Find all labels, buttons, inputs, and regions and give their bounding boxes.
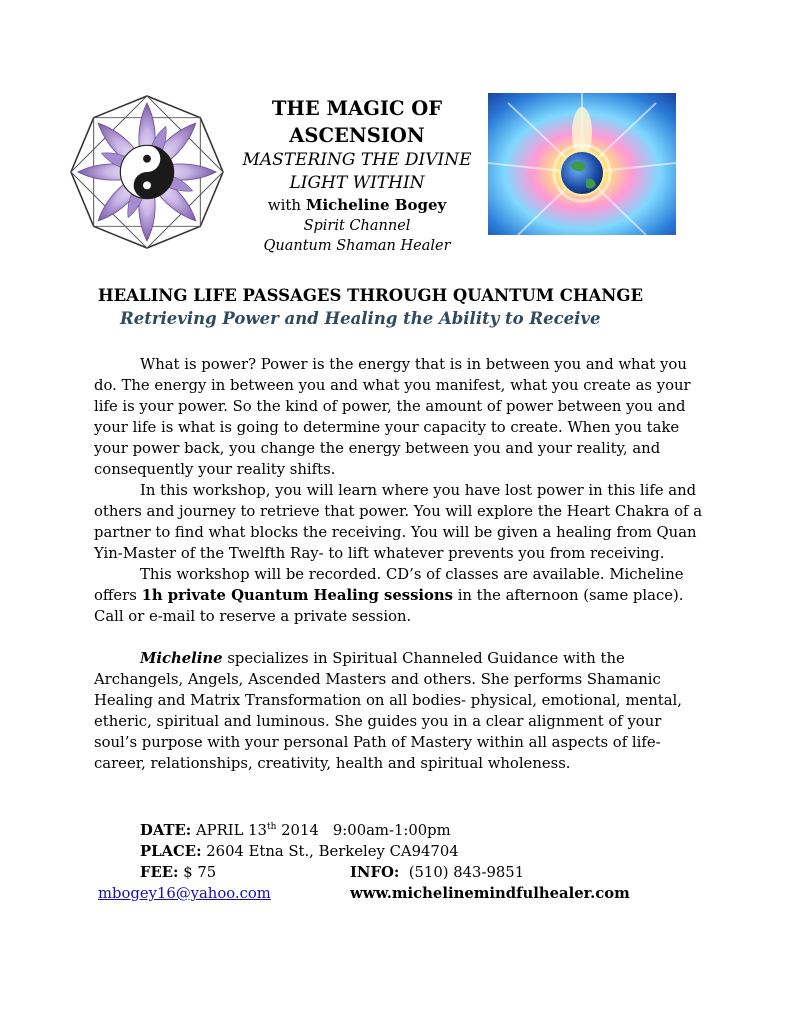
presenter-line	[226, 195, 488, 216]
sub-heading: Retrieving Power and Healing the Ability to Receive	[120, 309, 601, 328]
header-block	[226, 95, 488, 256]
event-details	[140, 820, 525, 883]
paragraph-workshop: In this workshop, you will learn where you have lost power in this life and others and journey to retrieve that power. You will explore the Heart Chakra of a partner to find what blocks the receiving. You will be given a healing from Quan Yin-Master of the Twelfth Ray- to lift whatever prevents you from receiving.	[94, 482, 703, 562]
date-suffix: th	[266, 822, 277, 833]
cosmic-earth-image	[488, 93, 676, 235]
date-time: 2014 9:00am-1:00pm	[276, 822, 451, 839]
bio-text: specializes in Spiritual Channeled Guidance with the Archangels, Angels, Ascended Masters and others. She performs Shamanic Healing and Matrix Transformation on all bodies- physical, emotional, mental, etheric, spiritual and luminous. She guides you in a clear alignment of your soul’s purpose with your personal Path of Mastery within all aspects of life- career, relationships, creativity, health and spiritual wholeness.	[94, 650, 682, 772]
paragraph-recording	[94, 564, 709, 627]
private-sessions-text: 1h private Quantum Healing sessions	[141, 587, 453, 604]
paragraph-bio	[94, 648, 709, 774]
with-label: with	[267, 196, 302, 214]
paragraph-power: What is power? Power is the energy that is in between you and what you do. The energy in between you and what you manifest, what you create as your life is your power. So the kind of power, the amount of power between you and your life is what is going to determine your capacity to create. When you take your power back, you change the energy between you and your reality, and consequently your reality shifts.	[94, 356, 691, 478]
title-line-2: ASCENSION	[289, 124, 425, 147]
info-group	[350, 862, 524, 883]
date-row	[140, 820, 459, 841]
subtitle-line-2: LIGHT WITHIN	[289, 173, 425, 193]
date-value: APRIL 13	[195, 822, 267, 839]
role-line-2: Quantum Shaman Healer	[263, 238, 451, 254]
role-line-1: Spirit Channel	[303, 218, 411, 234]
place-row	[140, 841, 459, 862]
main-heading: HEALING LIFE PASSAGES THROUGH QUANTUM CHANGE	[98, 286, 644, 305]
fee-value: $ 75	[178, 864, 217, 881]
title-line-1: THE MAGIC OF	[271, 97, 443, 120]
website-text: www.michelinemindfulhealer.com	[350, 885, 630, 902]
fee-label: FEE:	[140, 864, 179, 881]
recording-text-b: in the afternoon (same place). Call or e-mail to reserve a private session.	[94, 587, 684, 625]
place-value: 2604 Etna St., Berkeley CA94704	[201, 843, 459, 860]
recording-text-a: This workshop will be recorded. CD’s of classes are available. Micheline offers	[94, 566, 684, 604]
info-label: INFO:	[350, 864, 400, 881]
fee-row	[140, 862, 525, 883]
body-text	[94, 354, 709, 774]
bio-name: Micheline	[140, 650, 223, 667]
lotus-yin-yang-logo	[68, 93, 226, 251]
place-label: PLACE:	[140, 843, 202, 860]
date-label: DATE:	[140, 822, 192, 839]
presenter-name: Micheline Bogey	[305, 196, 447, 214]
subtitle-line-1: MASTERING THE DIVINE	[242, 150, 472, 170]
info-phone: (510) 843-9851	[399, 864, 525, 881]
email-link[interactable]: mbogey16@yahoo.com	[98, 885, 271, 902]
